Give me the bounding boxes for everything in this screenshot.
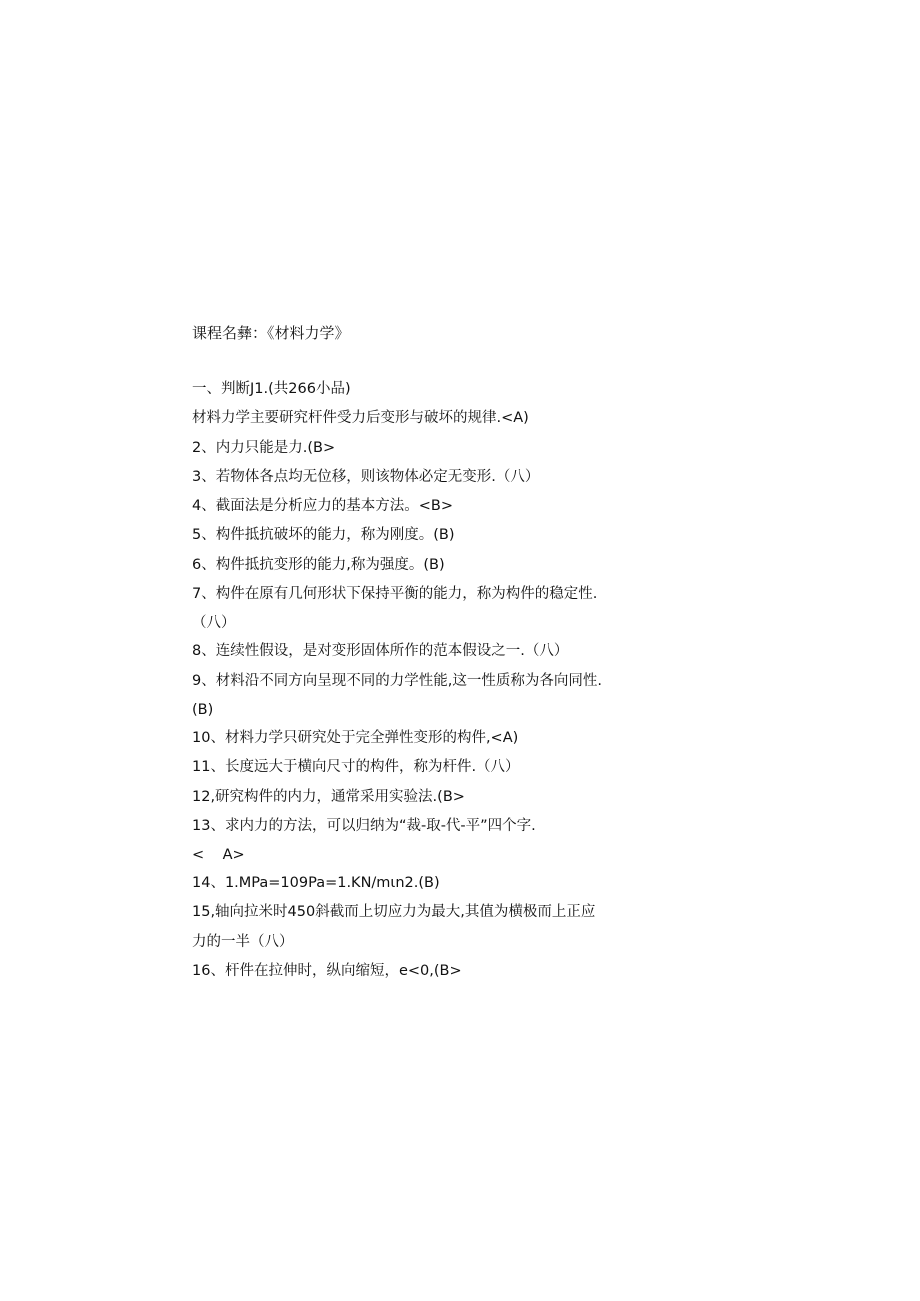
question-13: 13、求内力的方法，可以归纳为“裁-取-代-平”四个字. xyxy=(192,817,536,834)
section-heading: 一、判断J1.(共266小品) xyxy=(192,381,351,397)
question-13-answer: < A> xyxy=(192,847,245,864)
course-title: 课程名彝：《材料力学》 xyxy=(192,324,350,342)
question-9: 9、材料沿不同方向呈现不同的力学性能,这一性质称为各向同性. xyxy=(192,672,602,689)
question-2: 2、内力只能是力.(B> xyxy=(192,439,336,456)
question-4: 4、截面法是分析应力的基本方法。<B> xyxy=(192,498,453,515)
question-1: 材料力学主要研究杆件受力后变形与破坏的规律.<A) xyxy=(192,410,529,427)
question-6: 6、构件抵抗变形的能力,称为强度。(B) xyxy=(192,556,445,573)
question-3: 3、若物体各点均无位移，则该物体必定无变形.（八） xyxy=(192,468,540,485)
question-15-continued: 力的一半（八） xyxy=(192,933,294,950)
question-9-answer: (B) xyxy=(192,701,214,718)
question-14: 14、1.MPa=109Pa=1.KN/mιn2.(B) xyxy=(192,875,440,892)
question-15: 15,轴向拉米时450斜截而上切应力为最大,其值为横极而上正应 xyxy=(192,904,596,921)
question-10: 10、材料力学只研究处于完全弹性变形的构件,<A) xyxy=(192,729,519,746)
question-16: 16、杆件在拉伸时，纵向缩短，e<0,(B> xyxy=(192,963,462,980)
question-11: 11、长度远大于横向尺寸的构件，称为杆件.（八） xyxy=(192,759,520,776)
question-12: 12,研究构件的内力，通常采用实验法.(B> xyxy=(192,788,465,805)
question-5: 5、构件抵抗破坏的能力，称为刚度。(B) xyxy=(192,527,455,544)
question-8: 8、连续性假设，是对变形固体所作的范本假设之一.（八） xyxy=(192,643,569,660)
document-page xyxy=(192,320,642,986)
question-7: 7、构件在原有几何形状下保持平衡的能力，称为构件的稳定性. xyxy=(192,586,598,603)
question-7-answer: （八） xyxy=(192,615,236,632)
